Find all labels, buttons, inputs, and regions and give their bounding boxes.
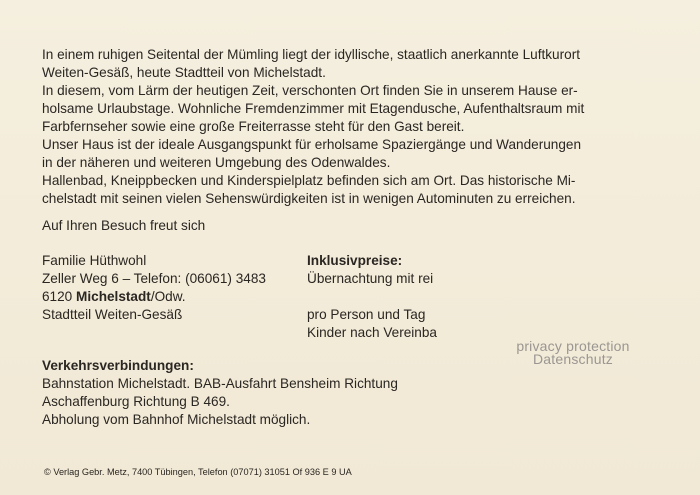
intro-line: Farbfernseher sowie eine große Freiterrasse steht für den Gast bereit. xyxy=(42,119,465,134)
prices-line: Übernachtung mit rei xyxy=(307,271,434,286)
privacy-line: privacy protection xyxy=(516,338,630,354)
prices-line: pro Person und Tag xyxy=(307,307,426,322)
intro-line: in der näheren und weiteren Umgebung des Odenwaldes. xyxy=(42,155,391,170)
prices-heading: Inklusivpreise: xyxy=(307,253,403,268)
intro-line: In diesem, vom Lärm der heutigen Zeit, verschonten Ort finden Sie in unserem Hause er- xyxy=(42,83,578,98)
intro-line: Unser Haus ist der ideale Ausgangspunkt für erholsame Spaziergänge und Wanderungen xyxy=(42,137,582,152)
intro-line: Hallenbad, Kneippbecken und Kinderspielplatz befinden sich am Ort. Das historische Mi- xyxy=(42,173,576,188)
publisher-footer: © Verlag Gebr. Metz, 7400 Tübingen, Telefon (07071) 31051 Of 936 E 9 UA xyxy=(44,467,352,477)
address-city-line xyxy=(42,288,266,306)
privacy-watermark xyxy=(499,340,647,366)
address-postcode: 6120 xyxy=(42,289,77,304)
address-name: Familie Hüthwohl xyxy=(42,253,147,268)
intro-line: In einem ruhigen Seitental der Mümling liegt der idyllische, staatlich anerkannte Luftkurort xyxy=(42,47,580,62)
traffic-line: Aschaffenburg Richtung B 469. xyxy=(42,394,230,409)
intro-text xyxy=(42,46,662,208)
traffic-heading: Verkehrsverbindungen: xyxy=(42,358,194,373)
address-block xyxy=(42,252,266,324)
address-region: /Odw. xyxy=(150,289,186,304)
address-district: Stadtteil Weiten-Gesäß xyxy=(42,307,183,322)
address-street-phone: Zeller Weg 6 – Telefon: (06061) 3483 xyxy=(42,271,266,286)
prices-block xyxy=(307,252,450,342)
traffic-line: Abholung vom Bahnhof Michelstadt möglich. xyxy=(42,412,311,427)
traffic-block xyxy=(42,357,452,429)
traffic-line: Bahnstation Michelstadt. BAB-Ausfahrt Bensheim Richtung xyxy=(42,376,398,391)
greeting: Auf Ihren Besuch freut sich xyxy=(42,218,206,233)
privacy-line: Datenschutz xyxy=(532,351,614,367)
intro-line: chelstadt mit seinen vielen Sehenswürdigkeiten ist in wenigen Autominuten zu erreichen. xyxy=(42,191,576,206)
intro-line: Weiten-Gesäß, heute Stadtteil von Michelstadt. xyxy=(42,65,326,80)
prices-line: Kinder nach Vereinba xyxy=(307,325,437,340)
address-city: Michelstadt xyxy=(76,289,151,304)
intro-line: holsame Urlaubstage. Wohnliche Fremdenzimmer mit Etagendusche, Aufenthaltsraum mit xyxy=(42,101,585,116)
prices-spacer xyxy=(307,288,450,306)
